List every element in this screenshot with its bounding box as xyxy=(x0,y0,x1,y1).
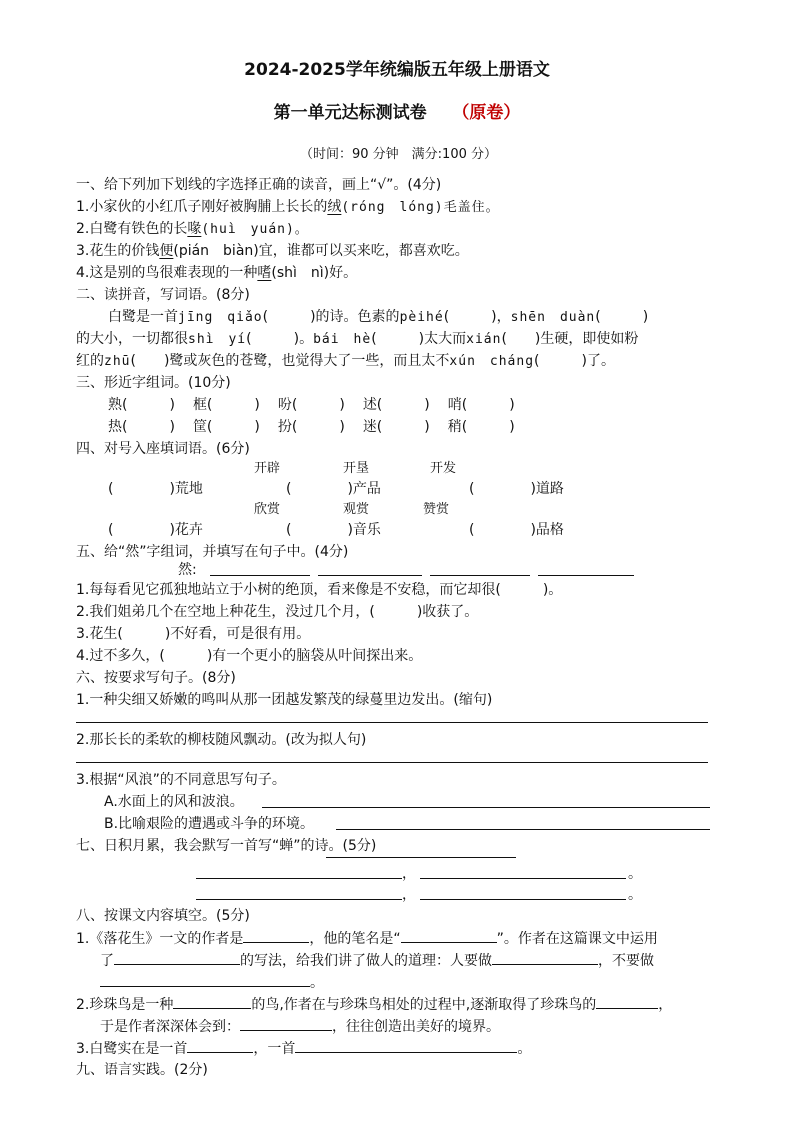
exam-meta: （时间：90 分钟 满分:100 分） xyxy=(300,147,497,162)
q2-line-2 xyxy=(76,329,638,349)
q5-item-4: 4.过不多久，( )有一个更小的脑袋从叶间探出来。 xyxy=(76,648,423,664)
pinyin: shēn duàn xyxy=(510,310,596,325)
answer-blank[interactable] xyxy=(100,972,310,987)
q2-text: ( )生硬，即使如粉 xyxy=(501,331,639,347)
answer-line[interactable] xyxy=(538,575,634,576)
answer-blank[interactable] xyxy=(596,994,658,1009)
pinyin: pèihé xyxy=(399,310,444,325)
document-title: 2024-2025学年统编版五年级上册语文 xyxy=(244,60,550,80)
answer-blank[interactable] xyxy=(492,950,598,965)
pinyin: zhū xyxy=(104,354,131,369)
q8-line-3 xyxy=(100,972,324,992)
answer-line[interactable] xyxy=(430,575,530,576)
period: 。 xyxy=(628,887,642,903)
q6-sentence-1: 1.一种尖细又娇嫩的鸣叫从那一团越发繁茂的绿蔓里边发出。(缩句) xyxy=(76,692,493,708)
poem-line[interactable] xyxy=(196,878,402,879)
q5-item-3: 3.花生( )不好看，可是很有用。 xyxy=(76,626,311,642)
pinyin-choice: (pián biàn)宜，谁都可以买来吃，都喜欢吃。 xyxy=(173,243,469,259)
q4-fill-2a: ( )花卉 xyxy=(108,522,203,538)
q8-text: 2.珍珠鸟是一种 xyxy=(76,997,174,1013)
word-bank-2-item: 欣赏 xyxy=(254,502,281,517)
q6-sentence-3a: A.水面上的风和波浪。 xyxy=(104,794,244,810)
q1-item-2 xyxy=(76,219,309,239)
poem-line[interactable] xyxy=(196,899,402,900)
q1-item-text: 4.这是别的鸟很难表现的一种 xyxy=(76,265,258,281)
comma: ， xyxy=(402,866,416,882)
answer-blank[interactable] xyxy=(401,928,497,943)
section-1-heading: 一、给下列加下划线的字选择正确的读音，画上“√”。(4分) xyxy=(76,177,442,193)
section-7-heading: 七、日积月累，我会默写一首写“蝉”的诗。(5分) xyxy=(76,838,377,854)
answer-line[interactable] xyxy=(318,575,422,576)
underlined-char: 喙 xyxy=(187,221,202,237)
q8-text: 。 xyxy=(517,1041,532,1057)
q2-text: 白鹭是一首 xyxy=(108,309,178,325)
q8-text: 3.白鹭实在是一首 xyxy=(76,1041,188,1057)
section-6-heading: 六、按要求写句子。(8分) xyxy=(76,670,236,686)
q5-item-2: 2.我们姐弟几个在空地上种花生，没过几个月，( )收获了。 xyxy=(76,604,479,620)
answer-line[interactable] xyxy=(76,722,708,723)
period: 。 xyxy=(628,866,642,882)
q8-text: 的鸟,作者在与珍珠鸟相处的过程中,逐渐取得了珍珠鸟的 xyxy=(251,997,597,1013)
q3-cell: 述( ) xyxy=(362,397,430,413)
q2-text: ( )了。 xyxy=(534,353,615,369)
q3-cell: 迷( ) xyxy=(362,419,430,435)
document-subtitle xyxy=(0,103,794,123)
q8-line-2 xyxy=(100,950,654,970)
answer-line[interactable] xyxy=(262,807,710,808)
q8-text: ”。作者在这篇课文中运用 xyxy=(496,931,658,947)
q3-cell: 稍( ) xyxy=(447,419,515,435)
answer-line[interactable] xyxy=(210,575,310,576)
q3-row-1 xyxy=(108,395,515,415)
q4-fill-2c: ( )品格 xyxy=(469,522,564,538)
q8-text: 的写法，给我们讲了做人的道理：人要做 xyxy=(240,953,492,969)
original-tag: （原卷） xyxy=(452,103,521,123)
q8-line-4 xyxy=(76,994,672,1014)
q6-sentence-2: 2.那长长的柔软的柳枝随风飘动。(改为拟人句) xyxy=(76,732,367,748)
underlined-char: 便 xyxy=(159,243,174,259)
q4-fill-1b: ( )产品 xyxy=(286,481,381,497)
word-bank-2-item: 赞赏 xyxy=(423,502,450,517)
q6-sentence-3b: B.比喻艰险的遭遇或斗争的环境。 xyxy=(104,816,315,832)
q1-item-3 xyxy=(76,241,469,261)
q3-cell: 扮( ) xyxy=(277,419,345,435)
poem-line[interactable] xyxy=(420,899,626,900)
q8-text: ，一首 xyxy=(253,1041,296,1057)
q2-text: 的大小，一切都很 xyxy=(76,331,188,347)
answer-line[interactable] xyxy=(76,762,708,763)
q3-cell: 框( ) xyxy=(192,397,260,413)
q1-item-text: 2.白鹭有铁色的长 xyxy=(76,221,188,237)
q5-item-1: 1.每每看见它孤独地站立于小树的绝顶，看来像是不安稳，而它却很( )。 xyxy=(76,582,563,598)
pinyin: shì yí xyxy=(188,332,247,347)
pinyin: jīng qiǎo xyxy=(178,310,263,325)
section-4-heading: 四、对号入座填词语。(6分) xyxy=(76,441,250,457)
pinyin: bái hè xyxy=(313,332,372,347)
pinyin-choice: (róng lóng)毛盖住。 xyxy=(341,200,500,215)
q8-text: 1.《落花生》一文的作者是 xyxy=(76,931,244,947)
q2-text: ( )的诗。色素的 xyxy=(262,309,400,325)
answer-blank[interactable] xyxy=(295,1038,517,1053)
q2-text: ( )鹭或灰色的苍鹭，也觉得大了一些，而且太不 xyxy=(130,353,450,369)
answer-blank[interactable] xyxy=(173,994,251,1009)
q8-line-1 xyxy=(76,928,658,948)
q6-sentence-3: 3.根据“风浪”的不同意思写句子。 xyxy=(76,772,286,788)
q3-cell: 热( ) xyxy=(108,419,175,435)
section-3-heading: 三、形近字组词。(10分) xyxy=(76,375,231,391)
q8-text: ，往往创造出美好的境界。 xyxy=(332,1019,500,1035)
q8-text: 。 xyxy=(310,975,324,991)
answer-blank[interactable] xyxy=(114,950,240,965)
answer-blank[interactable] xyxy=(243,928,309,943)
q1-item-text: 1.小家伙的小红爪子刚好被胸脯上长长的 xyxy=(76,199,328,215)
underlined-char: 绒 xyxy=(327,199,342,215)
ran-char-label: 然: xyxy=(178,562,197,578)
pinyin-choice: (huì yuán)。 xyxy=(201,222,309,237)
pinyin-choice: (shì nì)好。 xyxy=(271,265,358,281)
q3-cell: 熟( ) xyxy=(108,397,175,413)
q8-text: ， xyxy=(658,997,673,1013)
word-bank-1-item: 开辟 xyxy=(254,461,281,476)
q4-fill-1a: ( )荒地 xyxy=(108,481,203,497)
poem-title-line[interactable] xyxy=(326,857,516,858)
q8-text: 了 xyxy=(100,953,114,969)
q4-fill-2b: ( )音乐 xyxy=(286,522,381,538)
word-bank-1-item: 开垦 xyxy=(343,461,370,476)
section-2-heading: 二、读拼音，写词语。(8分) xyxy=(76,287,250,303)
q2-line-1 xyxy=(108,307,648,327)
q2-text: ( )。 xyxy=(246,331,314,347)
section-8-heading: 八、按课文内容填空。(5分) xyxy=(76,908,250,924)
q2-text: ( )， xyxy=(443,309,511,325)
answer-blank[interactable] xyxy=(240,1016,332,1031)
poem-line[interactable] xyxy=(420,878,626,879)
pinyin: xún cháng xyxy=(449,354,535,369)
pinyin: xián xyxy=(466,332,502,347)
q3-cell: 吩( ) xyxy=(277,397,345,413)
q2-text: ( ) xyxy=(595,309,649,325)
word-bank-1-item: 开发 xyxy=(430,461,457,476)
answer-blank[interactable] xyxy=(187,1038,253,1053)
q8-text: 于是作者深深体会到： xyxy=(100,1019,240,1035)
q1-item-1 xyxy=(76,197,500,217)
q2-line-3 xyxy=(76,351,615,371)
underlined-char: 嗜 xyxy=(257,265,272,281)
q1-item-text: 3.花生的价钱 xyxy=(76,243,160,259)
q2-text: 红的 xyxy=(76,353,104,369)
section-9-heading: 九、语言实践。(2分) xyxy=(76,1062,208,1078)
q3-cell: 筐( ) xyxy=(192,419,260,435)
comma: ， xyxy=(402,887,416,903)
word-bank-2-item: 观赏 xyxy=(343,502,370,517)
subtitle-text: 第一单元达标测试卷 xyxy=(273,103,427,123)
q8-text: ，不要做 xyxy=(598,953,654,969)
q1-item-4 xyxy=(76,263,357,283)
section-5-heading: 五、给“然”字组词，并填写在句子中。(4分) xyxy=(76,544,349,560)
q8-line-6 xyxy=(76,1038,531,1058)
q4-fill-1c: ( )道路 xyxy=(469,481,564,497)
q8-line-5 xyxy=(100,1016,500,1036)
q3-row-2 xyxy=(108,417,515,437)
q8-text: ，他的笔名是“ xyxy=(309,931,401,947)
q3-cell: 哨( ) xyxy=(447,397,515,413)
answer-line[interactable] xyxy=(336,829,710,830)
q2-text: ( )太大而 xyxy=(371,331,467,347)
